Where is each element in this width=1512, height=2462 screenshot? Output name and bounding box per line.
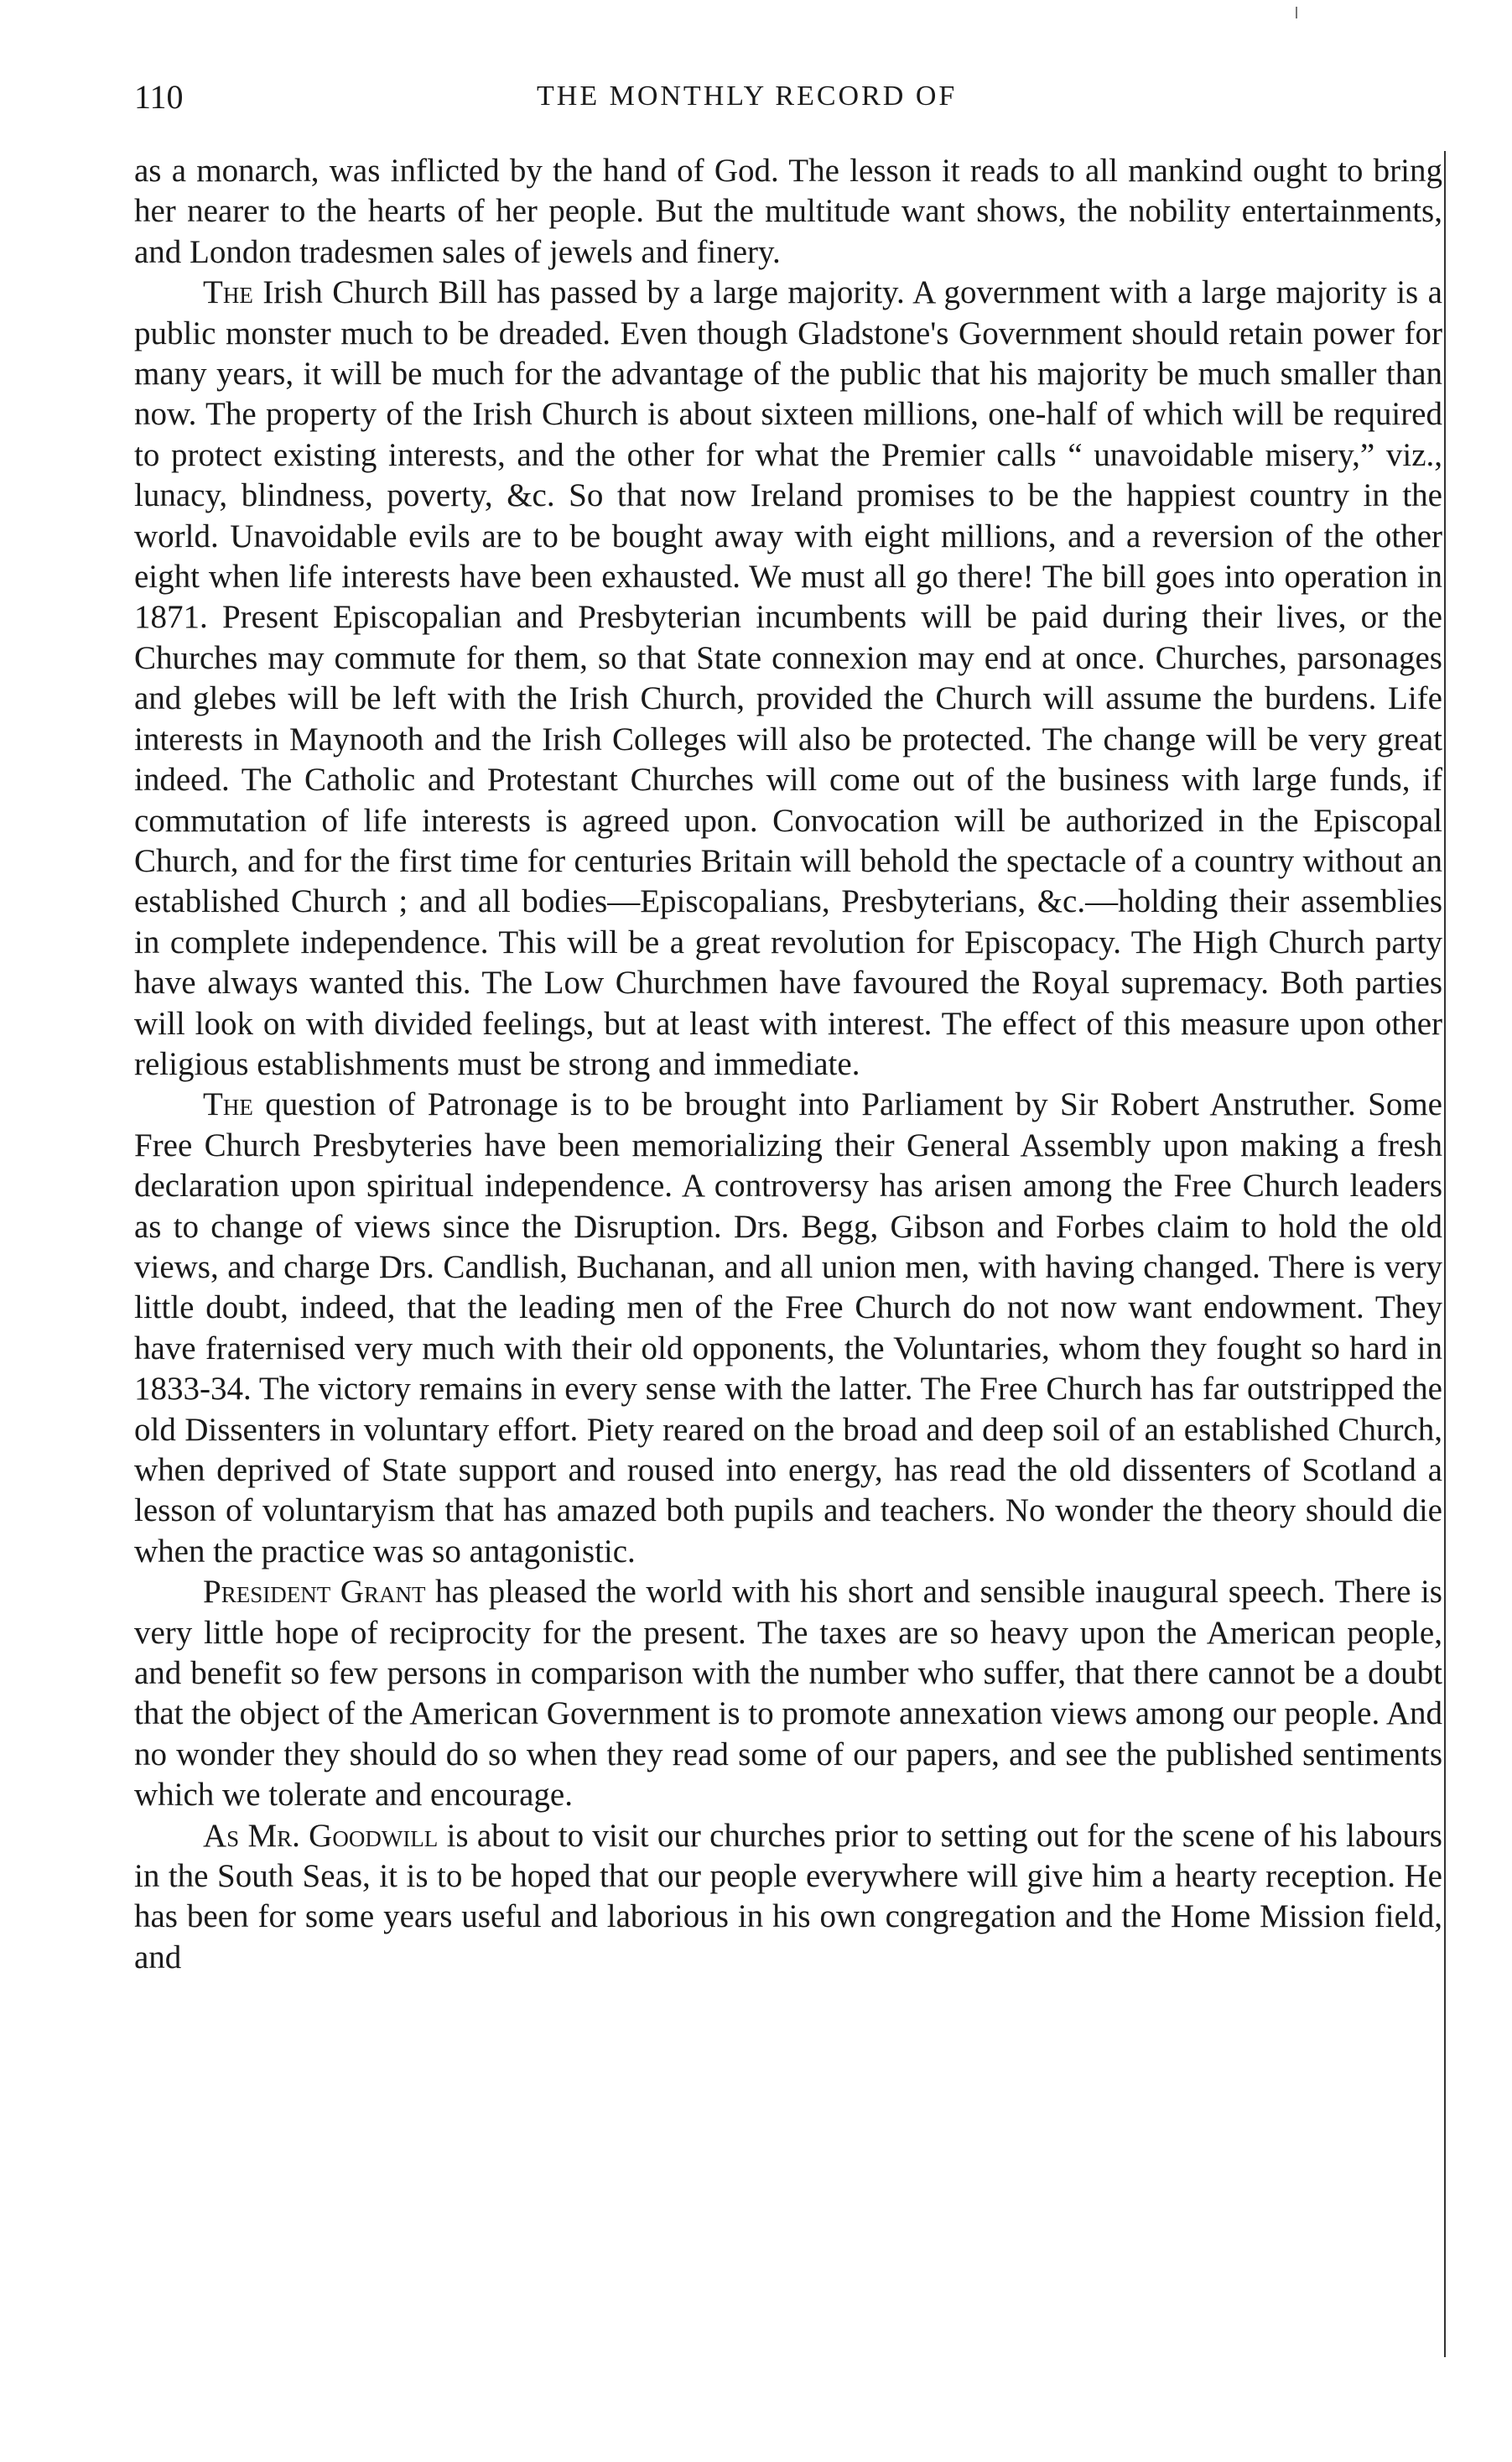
paragraph-continuation bbox=[134, 151, 1442, 273]
paragraph-mr-goodwill bbox=[134, 1816, 1442, 1979]
paragraph-lead: The bbox=[203, 1086, 253, 1123]
paragraph-text: has pleased the world with his short and sensible inaugural speech. There is very little hope of reciprocity for the present. The taxes are so heavy upon the American people, and benefit so few persons in comparison with the number who suffer, that there cannot be a doubt that the object of the American Government is to promote annexation views among our people. And no wonder they should do so when they read some of our papers, and see the published sentiments which we tolerate and encourage. bbox=[134, 1574, 1442, 1814]
paragraph-text: is about to visit our churches prior to setting out for the scene of his labours in the South Seas, it is to be hoped that our people everywhere will give him a hearty reception. He has been for some years useful and laborious in his own congregation and the Home Mission field, and bbox=[134, 1817, 1442, 1975]
page-header bbox=[134, 77, 1426, 128]
right-margin-rule bbox=[1444, 151, 1446, 2357]
paragraph-text: Irish Church Bill has passed by a large majority. A government with a large majority is a public monster much to be dreaded. Even though Gladstone's Government should retain power for many years, it will be much for the advantage of the public that his majority be much smaller than now. The property of the Irish Church is about sixteen millions, one-half of which will be required to protect existing interests, and the other for what the Premier calls “ unavoidable misery,” viz., lunacy, blindness, poverty, &c. So that now Ireland promises to be the happiest country in the world. Unavoidable evils are to be bought away with eight millions, and a reversion of the other eight when life interests have been exhausted. We must all go there! The bill goes into operation in 1871. Present Episcopalian and Presbyterian incumbents will be paid during their lives, or the Churches may commute for them, so that State connexion may end at once. Churches, parsonages and glebes will be left with the Irish Church, provided the Church will assume the burdens. Life interests in Maynooth and the Irish Colleges will also be protected. The change will be very great indeed. The Catholic and Protestant Churches will come out of the business with large funds, if commutation of life interests is agreed upon. Convocation will be authorized in the Episcopal Church, and for the first time for centuries Britain will behold the spectacle of a country without an established Church ; and all bodies—Episcopalians, Presbyterians, &c.—holding their assemblies in complete independence. This will be a great revolution for Episcopacy. The High Church party have always wanted this. The Low Churchmen have favoured the Royal supremacy. Both parties will look on with divided feelings, but at least with interest. The effect of this measure upon other religious establishments must be strong and immediate. bbox=[134, 274, 1442, 1082]
paragraph-lead: The bbox=[203, 274, 253, 311]
page-number: 110 bbox=[134, 78, 184, 116]
running-title: THE MONTHLY RECORD OF bbox=[537, 81, 958, 112]
paragraph-text: question of Patronage is to be brought into Parliament by Sir Robert Anstruther. Some Free Church Presbyteries have been memorializing their General Assembly upon making a fresh declaration upon spiritual independence. A controversy has arisen among the Free Church leaders as to change of views since the Disruption. Drs. Begg, Gibson and Forbes claim to hold the old views, and charge Drs. Candlish, Buchanan, and all union men, with having changed. There is very little doubt, indeed, that the leading men of the Free Church do not now want endowment. They have fraternised very much with their old opponents, the Voluntaries, whom they fought so hard in 1833-34. The victory remains in every sense with the latter. The Free Church has far outstripped the old Dissenters in voluntary effort. Piety reared on the broad and deep soil of an established Church, when deprived of State support and roused into energy, has read the old dissenters of Scotland a lesson of voluntaryism that has amazed both pupils and teachers. No wonder the theory should die when the practice was so antagonistic. bbox=[134, 1086, 1442, 1569]
paragraph-patronage bbox=[134, 1085, 1442, 1572]
paragraph-irish-church-bill bbox=[134, 273, 1442, 1085]
article-body bbox=[134, 151, 1442, 1978]
page-corner-mark bbox=[1296, 7, 1297, 18]
paragraph-lead: As Mr. Goodwill bbox=[203, 1817, 439, 1854]
paragraph-president-grant bbox=[134, 1572, 1442, 1815]
paragraph-text: as a monarch, was inflicted by the hand of God. The lesson it reads to all mankind ought to bring her nearer to the hearts of her people. But the multitude want shows, the nobility entertainments, and London tradesmen sales of jewels and finery. bbox=[134, 153, 1442, 270]
paragraph-lead: President Grant bbox=[203, 1574, 426, 1611]
